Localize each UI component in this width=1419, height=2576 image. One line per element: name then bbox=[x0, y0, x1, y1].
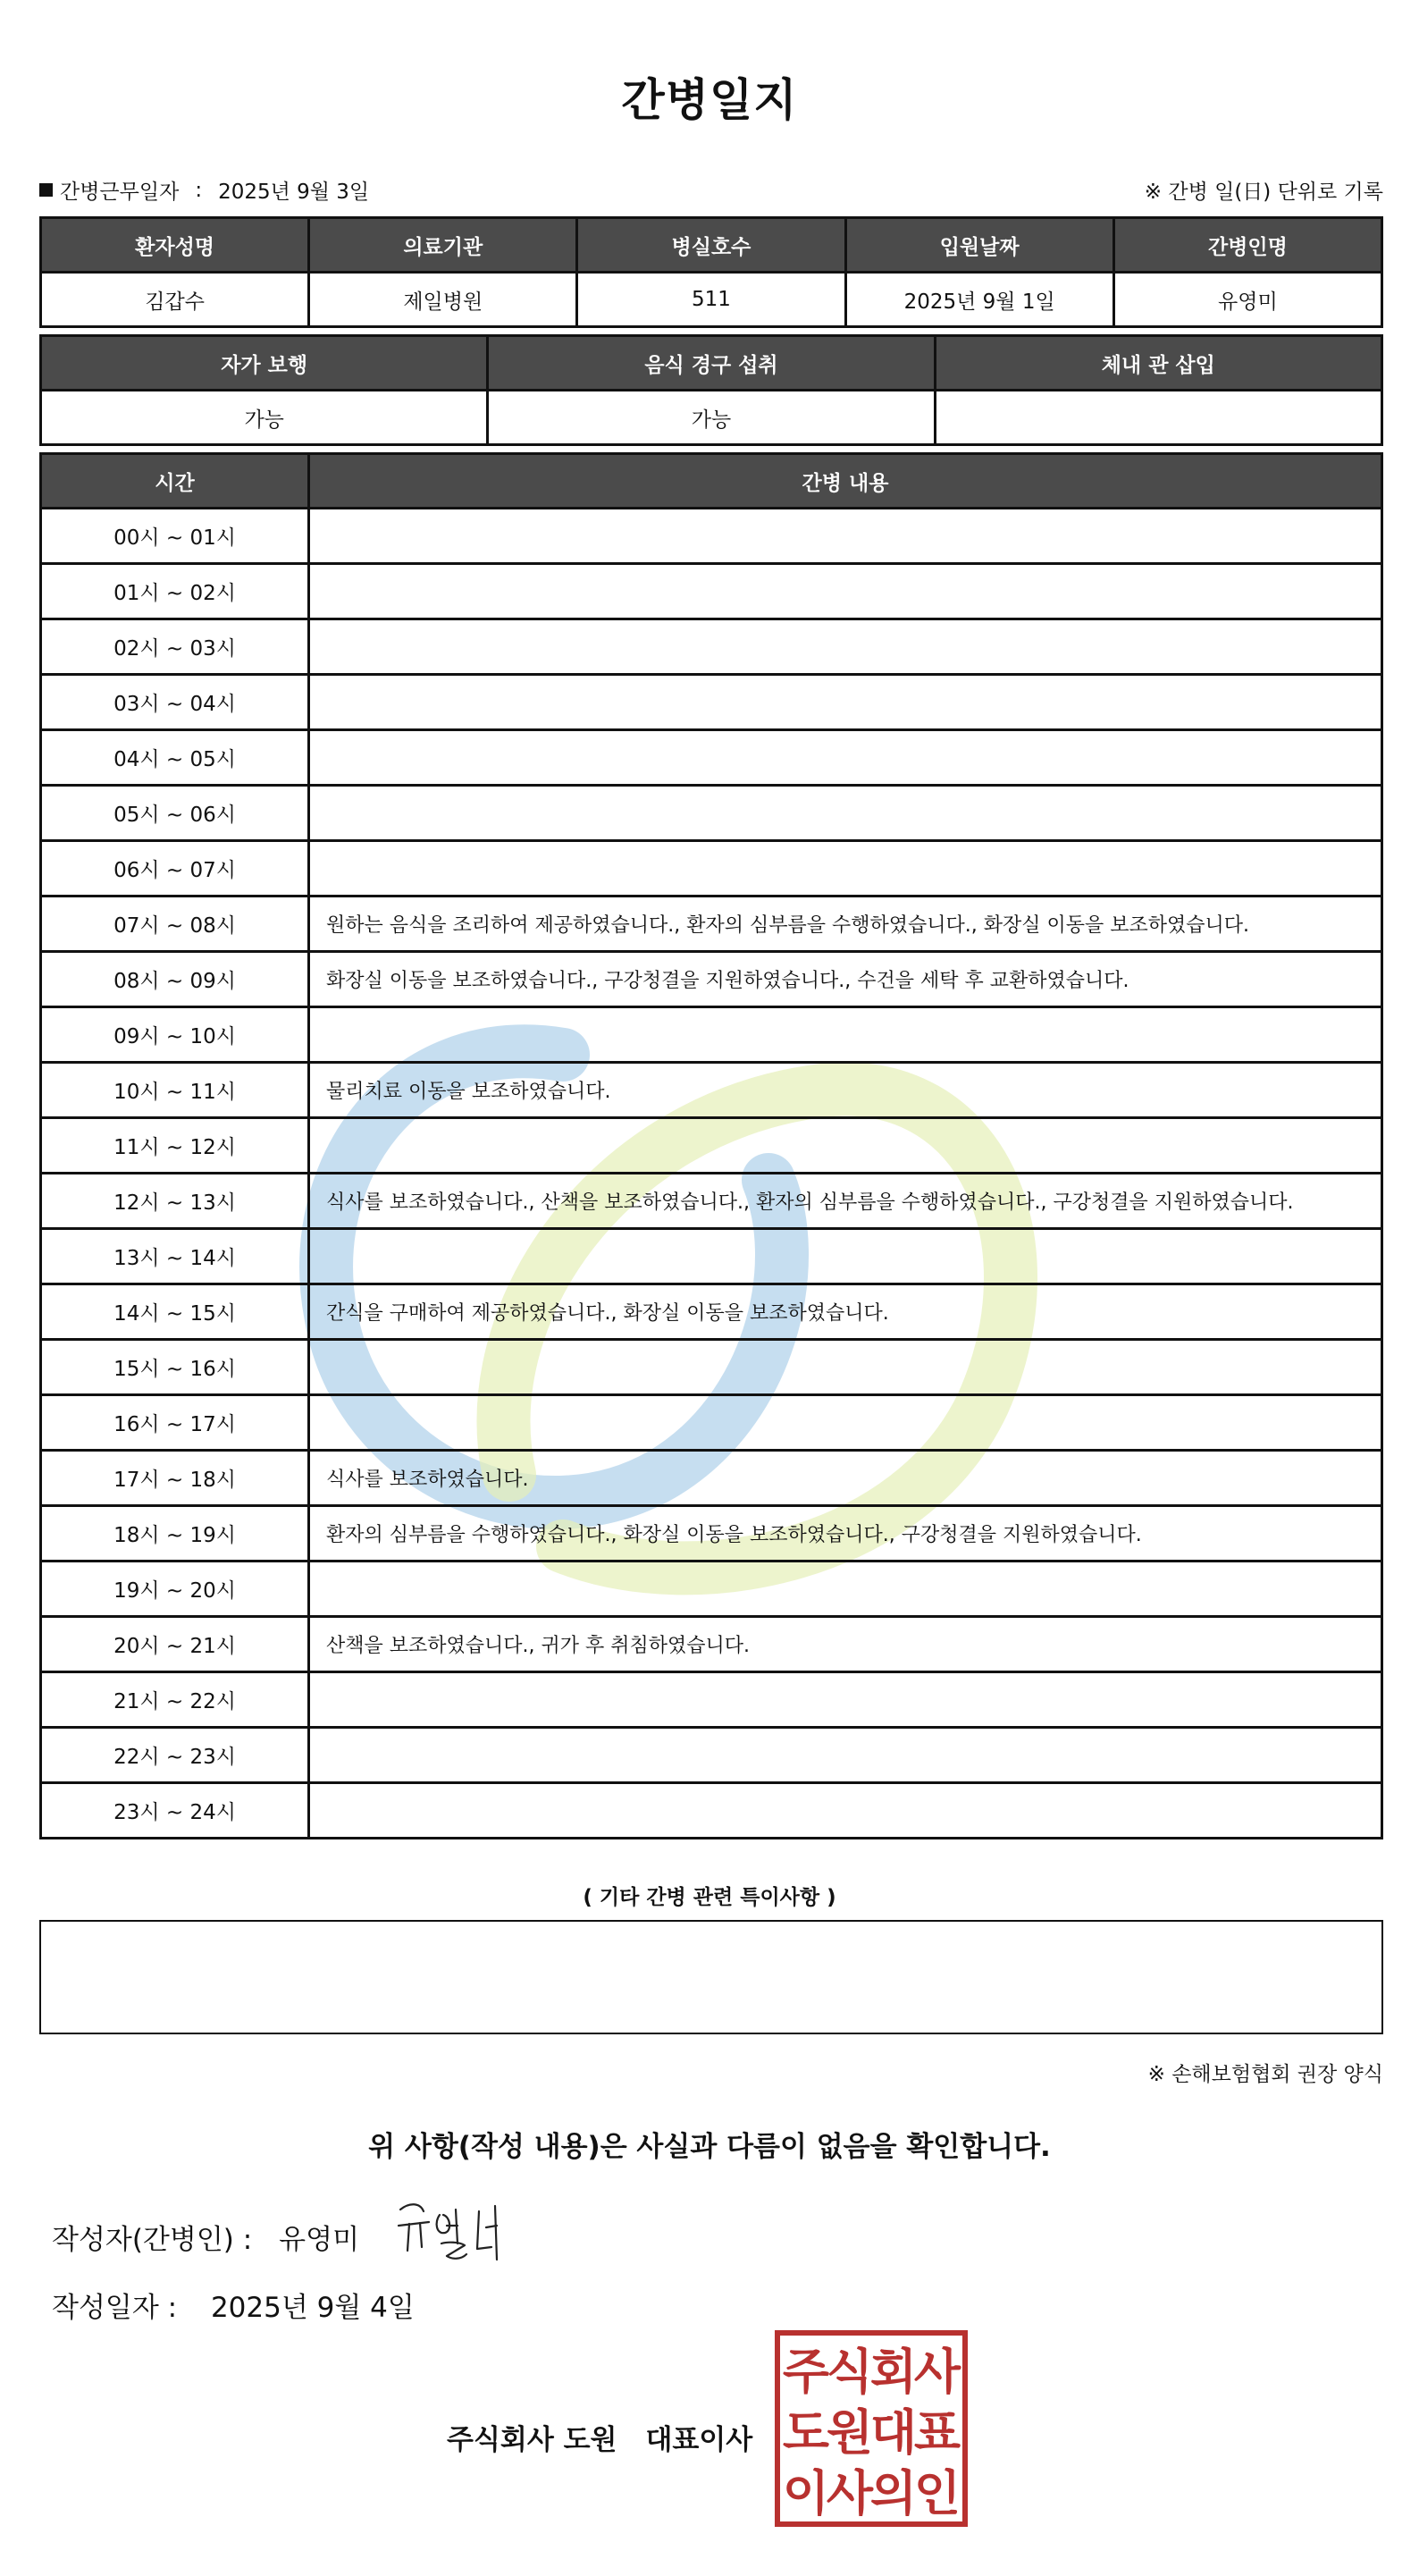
log-content-cell: 식사를 보조하였습니다. bbox=[309, 1451, 1382, 1506]
log-time-cell: 03시 ~ 04시 bbox=[41, 675, 309, 730]
write-date-value: 2025년 9월 4일 bbox=[210, 2292, 415, 2324]
log-time-cell: 22시 ~ 23시 bbox=[41, 1728, 309, 1783]
log-time-cell: 19시 ~ 20시 bbox=[41, 1562, 309, 1617]
log-content-cell bbox=[309, 786, 1382, 841]
log-content-cell: 원하는 음식을 조리하여 제공하였습니다., 환자의 심부름을 수행하였습니다., 화장실 이동을 보조하였습니다. bbox=[309, 897, 1382, 952]
header-room: 병실호수 bbox=[577, 218, 845, 273]
log-content-cell bbox=[309, 841, 1382, 897]
svg-text:사: 사 bbox=[913, 2344, 961, 2400]
log-content-cell bbox=[309, 509, 1382, 564]
hospital: 제일병원 bbox=[309, 273, 577, 327]
log-content-cell bbox=[309, 1118, 1382, 1174]
header-care-content: 간병 내용 bbox=[309, 454, 1382, 509]
table-row bbox=[41, 1340, 1382, 1395]
header-oral-intake: 음식 경구 섭취 bbox=[488, 336, 935, 391]
author-name: 유영미 bbox=[279, 2224, 360, 2256]
log-content-cell bbox=[309, 1728, 1382, 1783]
caregiver-name: 유영미 bbox=[1113, 273, 1381, 327]
daily-note: ※ 간병 일(日) 단위로 기록 bbox=[1144, 181, 1383, 204]
table-row bbox=[41, 1617, 1382, 1672]
table-row bbox=[41, 1728, 1382, 1783]
status-header-row bbox=[41, 336, 1382, 391]
table-row bbox=[41, 952, 1382, 1007]
write-date-label: 작성일자 : bbox=[52, 2292, 178, 2324]
bullet-square-icon bbox=[39, 183, 53, 197]
header-tube: 체내 관 삽입 bbox=[935, 336, 1381, 391]
table-row bbox=[41, 1562, 1382, 1617]
svg-text:회: 회 bbox=[869, 2344, 918, 2400]
tube-value bbox=[935, 391, 1381, 445]
header-patient-name: 환자성명 bbox=[41, 218, 309, 273]
log-content-cell: 간식을 구매하여 제공하였습니다., 화장실 이동을 보조하였습니다. bbox=[309, 1284, 1382, 1340]
author-line bbox=[52, 2217, 359, 2257]
oral-intake-value: 가능 bbox=[488, 391, 935, 445]
svg-text:주: 주 bbox=[782, 2344, 830, 2400]
log-content-cell bbox=[309, 1672, 1382, 1728]
walking-value: 가능 bbox=[41, 391, 488, 445]
log-time-cell: 04시 ~ 05시 bbox=[41, 730, 309, 786]
log-content-cell bbox=[309, 730, 1382, 786]
log-time-cell: 15시 ~ 16시 bbox=[41, 1340, 309, 1395]
log-time-cell: 02시 ~ 03시 bbox=[41, 619, 309, 675]
log-content-cell: 물리치료 이동을 보조하였습니다. bbox=[309, 1063, 1382, 1118]
table-row bbox=[41, 1063, 1382, 1118]
log-time-cell: 00시 ~ 01시 bbox=[41, 509, 309, 564]
log-time-cell: 06시 ~ 07시 bbox=[41, 841, 309, 897]
svg-text:표: 표 bbox=[913, 2404, 961, 2461]
log-time-cell: 08시 ~ 09시 bbox=[41, 952, 309, 1007]
log-content-cell bbox=[309, 1395, 1382, 1451]
log-content-cell bbox=[309, 1340, 1382, 1395]
patient-info-value-row bbox=[41, 273, 1382, 327]
header-time: 시간 bbox=[41, 454, 309, 509]
log-content-cell bbox=[309, 1562, 1382, 1617]
log-time-cell: 12시 ~ 13시 bbox=[41, 1174, 309, 1229]
write-date-line bbox=[52, 2285, 415, 2325]
header-caregiver: 간병인명 bbox=[1113, 218, 1381, 273]
log-content-cell: 화장실 이동을 보조하였습니다., 구강청결을 지원하였습니다., 수건을 세탁 후 교환하였습니다. bbox=[309, 952, 1382, 1007]
table-row bbox=[41, 1007, 1382, 1063]
table-row bbox=[41, 1118, 1382, 1174]
handwritten-signature bbox=[393, 2190, 527, 2270]
table-row bbox=[41, 786, 1382, 841]
table-row bbox=[41, 1506, 1382, 1562]
log-time-cell: 09시 ~ 10시 bbox=[41, 1007, 309, 1063]
header-admission-date: 입원날짜 bbox=[845, 218, 1113, 273]
svg-text:도: 도 bbox=[782, 2404, 830, 2461]
table-row bbox=[41, 841, 1382, 897]
company-seal-stamp bbox=[774, 2329, 969, 2528]
log-content-cell bbox=[309, 619, 1382, 675]
patient-name: 김갑수 bbox=[41, 273, 309, 327]
table-row bbox=[41, 1451, 1382, 1506]
association-note: ※ 손해보험협회 권장 양식 bbox=[1147, 2063, 1383, 2086]
log-content-cell bbox=[309, 564, 1382, 619]
log-time-cell: 01시 ~ 02시 bbox=[41, 564, 309, 619]
svg-text:이: 이 bbox=[782, 2465, 830, 2521]
log-time-cell: 14시 ~ 15시 bbox=[41, 1284, 309, 1340]
notes-box bbox=[39, 1920, 1383, 2034]
table-row bbox=[41, 1229, 1382, 1284]
header-walking: 자가 보행 bbox=[41, 336, 488, 391]
admission-date: 2025년 9월 1일 bbox=[845, 273, 1113, 327]
header-hospital: 의료기관 bbox=[309, 218, 577, 273]
work-date-value: 2025년 9월 3일 bbox=[218, 181, 370, 204]
log-time-cell: 20시 ~ 21시 bbox=[41, 1617, 309, 1672]
table-row bbox=[41, 564, 1382, 619]
table-row bbox=[41, 1284, 1382, 1340]
log-content-cell bbox=[309, 675, 1382, 730]
log-time-cell: 23시 ~ 24시 bbox=[41, 1783, 309, 1839]
care-log-table bbox=[39, 452, 1383, 1839]
work-date-label: 간병근무일자 bbox=[60, 181, 180, 204]
page-title: 간병일지 bbox=[621, 74, 798, 126]
work-date: 간병근무일자 : 2025년 9월 3일 bbox=[39, 175, 369, 205]
room-number: 511 bbox=[577, 273, 845, 327]
table-row bbox=[41, 730, 1382, 786]
log-time-cell: 18시 ~ 19시 bbox=[41, 1506, 309, 1562]
table-row bbox=[41, 619, 1382, 675]
log-time-cell: 16시 ~ 17시 bbox=[41, 1395, 309, 1451]
log-time-cell: 07시 ~ 08시 bbox=[41, 897, 309, 952]
care-log-header-row bbox=[41, 454, 1382, 509]
svg-text:의: 의 bbox=[869, 2465, 918, 2521]
svg-text:사: 사 bbox=[826, 2465, 874, 2521]
patient-status-table bbox=[39, 334, 1383, 446]
svg-text:원: 원 bbox=[826, 2404, 874, 2461]
svg-text:대: 대 bbox=[869, 2404, 918, 2461]
log-content-cell: 환자의 심부름을 수행하였습니다., 화장실 이동을 보조하였습니다., 구강청결을 지원하였습니다. bbox=[309, 1506, 1382, 1562]
company-role: 대표이사 bbox=[645, 2424, 753, 2456]
table-row bbox=[41, 897, 1382, 952]
patient-info-header-row bbox=[41, 218, 1382, 273]
log-content-cell bbox=[309, 1007, 1382, 1063]
company-name: 주식회사 도원 bbox=[447, 2424, 617, 2456]
log-time-cell: 13시 ~ 14시 bbox=[41, 1229, 309, 1284]
company-line bbox=[447, 2417, 752, 2457]
log-time-cell: 11시 ~ 12시 bbox=[41, 1118, 309, 1174]
table-row bbox=[41, 1395, 1382, 1451]
patient-info-table bbox=[39, 216, 1383, 328]
log-content-cell: 산책을 보조하였습니다., 귀가 후 취침하였습니다. bbox=[309, 1617, 1382, 1672]
table-row bbox=[41, 1783, 1382, 1839]
log-content-cell bbox=[309, 1229, 1382, 1284]
table-row bbox=[41, 1672, 1382, 1728]
status-value-row bbox=[41, 391, 1382, 445]
log-content-cell: 식사를 보조하였습니다., 산책을 보조하였습니다., 환자의 심부름을 수행하였습니다., 구강청결을 지원하였습니다. bbox=[309, 1174, 1382, 1229]
log-time-cell: 17시 ~ 18시 bbox=[41, 1451, 309, 1506]
table-row bbox=[41, 675, 1382, 730]
svg-text:인: 인 bbox=[913, 2465, 961, 2521]
log-time-cell: 10시 ~ 11시 bbox=[41, 1063, 309, 1118]
log-time-cell: 21시 ~ 22시 bbox=[41, 1672, 309, 1728]
log-time-cell: 05시 ~ 06시 bbox=[41, 786, 309, 841]
confirm-statement: 위 사항(작성 내용)은 사실과 다름이 없음을 확인합니다. bbox=[368, 2131, 1051, 2163]
svg-text:식: 식 bbox=[826, 2344, 874, 2400]
author-label: 작성자(간병인) : bbox=[52, 2224, 253, 2256]
notes-label: ( 기타 간병 관련 특이사항 ) bbox=[583, 1886, 836, 1909]
log-content-cell bbox=[309, 1783, 1382, 1839]
table-row bbox=[41, 509, 1382, 564]
table-row bbox=[41, 1174, 1382, 1229]
